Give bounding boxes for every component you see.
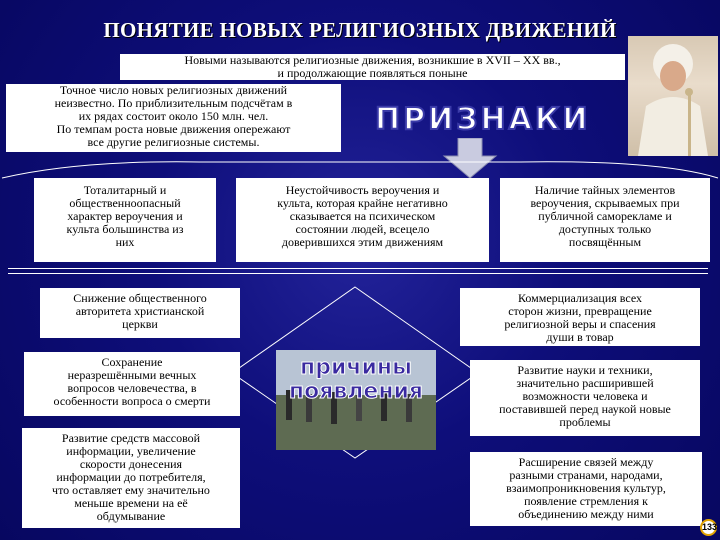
cause-line: информации до потребителя, (56, 470, 206, 484)
intro-line: Новыми называются религиозные движения, возникшие в XVII – XX вв., (184, 53, 561, 67)
signs-frame-curve (0, 150, 720, 180)
sign-line: культа, которая крайне негативно (277, 196, 448, 210)
intro-line: и продолжающие появляться поныне (277, 66, 468, 80)
portrait-image (628, 36, 718, 156)
sign-line: Тоталитарный и (83, 183, 167, 197)
sign-line: культа большинства из (66, 222, 184, 236)
sign-line: сказывается на психическом (289, 209, 436, 223)
cause-line: информации, увеличение (66, 444, 196, 458)
sign-line: посвящённым (568, 235, 642, 249)
sign-line: них (115, 235, 135, 249)
cause-line: разными странами, народами, (509, 468, 663, 482)
cause-line: Развитие средств массовой (61, 431, 201, 445)
count-text (6, 84, 341, 152)
count-line: Точное число новых религиозных движений (59, 83, 288, 97)
sign-card (236, 178, 489, 262)
sign-line: публичной саморекламе и (538, 209, 672, 223)
count-line: неизвестно. По приблизительным подсчётам в (54, 96, 293, 110)
sign-line: вероучения, скрываемых при (530, 196, 680, 210)
cause-line: неразрешёнными вечных (67, 368, 197, 382)
cause-line: скорости донесения (79, 457, 183, 471)
cause-line: объединению между ними (518, 507, 654, 521)
count-line: По темпам роста новые движения опережают (56, 122, 291, 136)
sign-line: общественноопасный (69, 196, 181, 210)
causes-heading (276, 356, 436, 404)
cause-card (24, 352, 240, 416)
divider-line (8, 268, 708, 269)
causes-heading-line: причины (300, 355, 412, 380)
cause-line: появление стремления к (524, 494, 648, 508)
intro-definition (120, 54, 625, 80)
cause-line: особенности вопроса о смерти (53, 394, 211, 408)
sign-line: доступных только (558, 222, 652, 236)
sign-line: Наличие тайных элементов (534, 183, 676, 197)
page-title: ПОНЯТИЕ НОВЫХ РЕЛИГИОЗНЫХ ДВИЖЕНИЙ (103, 18, 617, 42)
cause-line: вопросов человечества, в (67, 381, 197, 395)
cause-card (470, 452, 702, 526)
sign-card (500, 178, 710, 262)
count-line: их рядах состоит около 150 млн. чел. (78, 109, 269, 123)
causes-heading-line: появления (288, 379, 424, 404)
signs-heading: ПРИЗНАКИ (375, 100, 580, 140)
portrait-photo (628, 36, 718, 156)
cause-line: религиозной веры и спасения (504, 317, 656, 331)
cause-line: авторитета христианской (75, 304, 205, 318)
cause-line: значительно расширившей (516, 376, 654, 390)
cause-card (40, 288, 240, 338)
cause-line: проблемы (559, 415, 611, 429)
cause-card (460, 288, 700, 346)
cause-line: Расширение связей между (518, 455, 654, 469)
sign-line: характер вероучения и (67, 209, 183, 223)
sign-line: состоянии людей, всецело (295, 222, 430, 236)
divider-line (8, 273, 708, 274)
page-number-badge: 133 (700, 519, 717, 536)
cause-line: что оставляет ему значительно (52, 483, 210, 497)
cause-line: Сохранение (101, 355, 163, 369)
cause-line: сторон жизни, превращение (508, 304, 652, 318)
cause-line: Развитие науки и техники, (517, 363, 653, 377)
sign-card (34, 178, 216, 262)
cause-card (470, 360, 700, 436)
cause-line: церкви (122, 317, 158, 331)
cause-card (22, 428, 240, 528)
cause-line: поставившей перед наукой новые (499, 402, 671, 416)
cause-line: меньше времени на её (74, 496, 188, 510)
cause-line: Снижение общественного (73, 291, 207, 305)
cause-line: души в товар (546, 330, 614, 344)
cause-line: обдумывание (96, 509, 166, 523)
cause-line: Коммерциализация всех (517, 291, 643, 305)
cause-line: взаимопроникновения культур, (506, 481, 666, 495)
sign-line: Неустойчивость вероучения и (285, 183, 440, 197)
count-line: все другие религиозные системы. (87, 135, 260, 149)
cause-line: возможности человека и (522, 389, 648, 403)
sign-line: доверившихся этим движениям (281, 235, 444, 249)
